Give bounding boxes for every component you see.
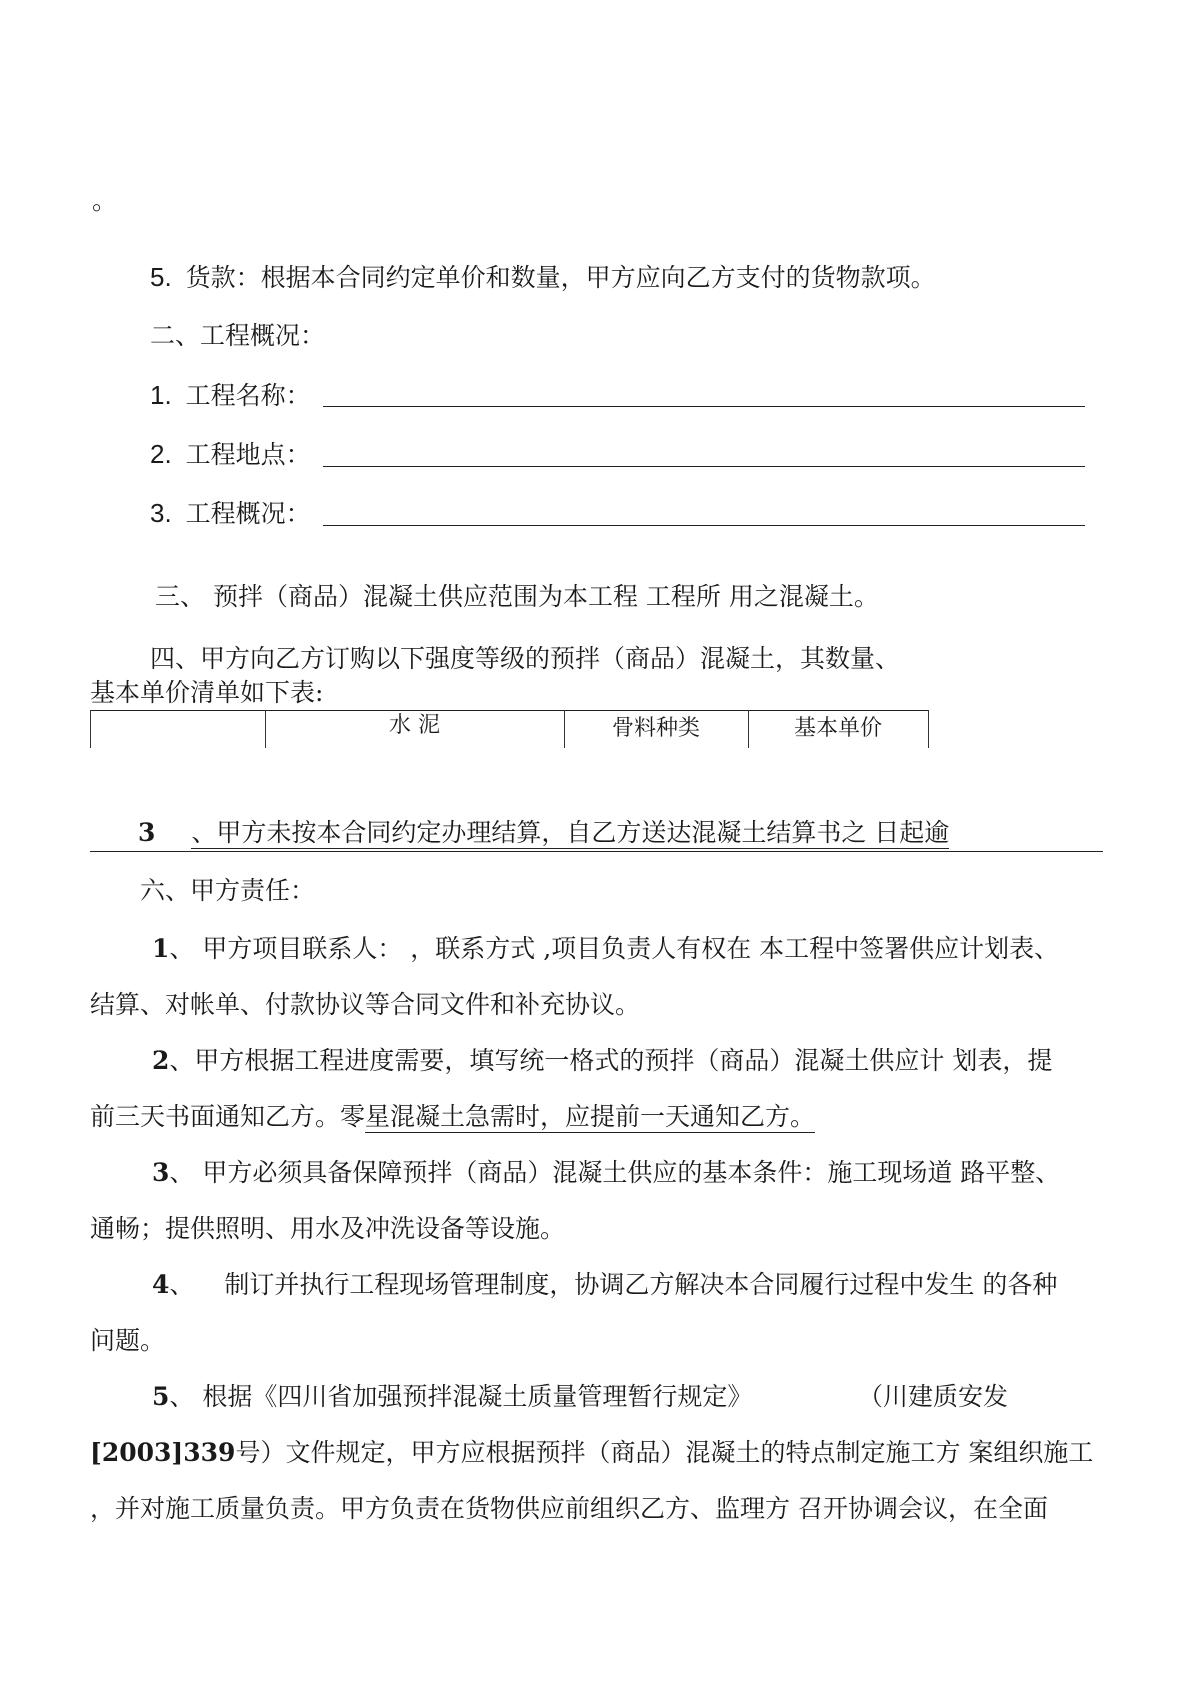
clause-6-1-line-1 bbox=[152, 934, 1059, 964]
project-location-blank[interactable] bbox=[323, 466, 1085, 467]
project-name-blank[interactable] bbox=[323, 406, 1085, 407]
clause-6-5-line-3: ，并对施工质量负责。甲方负责在货物供应前组织乙方、监理方 召开协调会议，在全面 bbox=[90, 1494, 1048, 1523]
project-overview-blank[interactable] bbox=[323, 525, 1085, 526]
clause-6-5-line-1 bbox=[152, 1382, 752, 1412]
clause-6-5-text-a: 、 根据《四川省加强预拌混凝土质量管理暂行规定》 bbox=[169, 1382, 753, 1411]
clause-6-2-line-2a: 前三天书面通知乙方。零 bbox=[90, 1102, 366, 1131]
table-header-aggregate: 骨料种类 bbox=[611, 716, 700, 741]
clause-6-2-text: 、甲方根据工程进度需要，填写统一格式的预拌（商品）混凝土供应计 划表，提 bbox=[169, 1046, 1053, 1075]
section-divider bbox=[90, 851, 1103, 852]
project-location-number: 2. bbox=[150, 439, 172, 469]
project-location-row bbox=[150, 439, 311, 470]
definition-5-text: 货款：根据本合同约定单价和数量，甲方应向乙方支付的货物款项。 bbox=[185, 263, 936, 292]
project-overview-row bbox=[150, 498, 311, 529]
project-overview-number: 3. bbox=[150, 498, 172, 528]
clause-6-4-line-1 bbox=[152, 1270, 1057, 1300]
stray-mark: 。 bbox=[92, 186, 118, 215]
clause-6-2-number: 2 bbox=[152, 1046, 170, 1075]
project-name-number: 1. bbox=[150, 380, 172, 410]
clause-6-1-line-2: 结算、对帐单、付款协议等合同文件和补充协议。 bbox=[90, 990, 641, 1019]
table-col-border-0 bbox=[90, 710, 91, 748]
section-2-heading: 二、工程概况： bbox=[150, 321, 326, 350]
table-col-border-4 bbox=[928, 710, 929, 748]
clause-6-1-text: 、 甲方项目联系人： ，联系方式 ,项目负责人有权在 本工程中签署供应计划表、 bbox=[169, 934, 1060, 963]
definition-5-number: 5. bbox=[150, 262, 172, 292]
clause-6-1-number: 1 bbox=[152, 934, 170, 963]
clause-6-3-line-2: 通畅；提供照明、用水及冲洗设备等设施。 bbox=[90, 1214, 566, 1243]
clause-6-4-line-2: 问题。 bbox=[90, 1326, 166, 1355]
clause-6-4-number: 4 bbox=[152, 1270, 170, 1299]
clause-6-2-line-2b: 星混凝土急需时，应提前一天通知乙方。 bbox=[365, 1102, 816, 1131]
clause-6-5-number: 5 bbox=[152, 1382, 170, 1411]
clause-6-2-line-1 bbox=[152, 1046, 1052, 1076]
settlement-clause-text: 、甲方未按本合同约定办理结算，自乙方送达混凝土结算书之 日起逾 bbox=[191, 818, 950, 847]
clause-6-3-line-1 bbox=[152, 1158, 1060, 1188]
clause-6-3-text: 、 甲方必须具备保障预拌（商品）混凝土供应的基本条件：施工现场道 路平整、 bbox=[169, 1158, 1061, 1187]
settlement-clause bbox=[138, 818, 949, 848]
section-4-line-2: 基本单价清单如下表: bbox=[90, 678, 324, 707]
settlement-clause-number: 3 bbox=[138, 818, 156, 847]
clause-6-2-line-2 bbox=[90, 1102, 815, 1132]
clause-6-3-number: 3 bbox=[152, 1158, 170, 1187]
definition-5 bbox=[150, 262, 936, 293]
clause-6-5-line-2 bbox=[90, 1438, 1093, 1468]
section-3-text: 三、 预拌（商品）混凝土供应范围为本工程 工程所 用之混凝土。 bbox=[155, 582, 879, 611]
table-header-cement: 水 泥 bbox=[389, 713, 440, 738]
project-name-label: 工程名称： bbox=[185, 381, 311, 410]
clause-6-4-text: 制订并执行工程现场管理制度，协调乙方解决本合同履行过程中发生 的各种 bbox=[224, 1270, 1058, 1299]
section-4-line-1: 四、甲方向乙方订购以下强度等级的预拌（商品）混凝土，其数量、 bbox=[150, 644, 901, 673]
clause-6-5-line-1b: （川建质安发 bbox=[858, 1382, 1009, 1411]
table-top-border bbox=[90, 710, 928, 711]
table-header-unit-price: 基本单价 bbox=[793, 716, 882, 741]
section-6-heading: 六、甲方责任： bbox=[140, 876, 316, 905]
clause-6-5-doc-number: [2003]339 bbox=[90, 1438, 236, 1467]
clause-6-5-line-2-text: 号）文件规定，甲方应根据预拌（商品）混凝土的特点制定施工方 案组织施工 bbox=[235, 1438, 1094, 1467]
clause-6-4-sep: 、 bbox=[169, 1270, 195, 1299]
project-overview-label: 工程概况： bbox=[185, 499, 311, 528]
project-location-label: 工程地点： bbox=[185, 440, 311, 469]
project-name-row bbox=[150, 380, 311, 411]
